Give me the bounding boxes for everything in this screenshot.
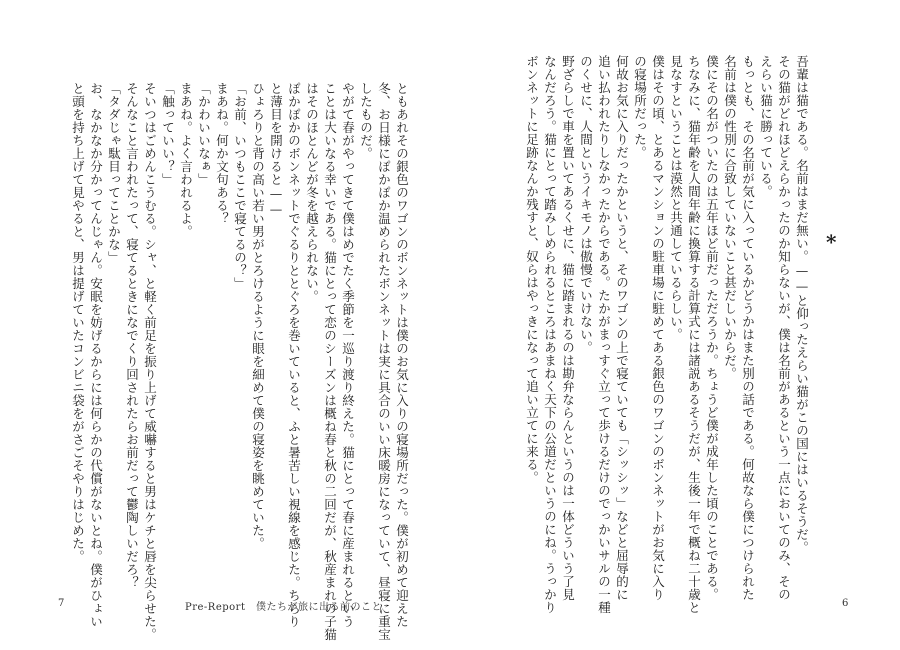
text-column: 冬、お日様にぽかぽか温められたボンネットは実に具合のいい床暖房になっていて、昼寝に重宝 <box>376 82 392 641</box>
text-column: まあね。何か文句ある？ <box>214 82 230 225</box>
text-column: そんなこと言われたって、寝てるときになでくり回されたらお前だって鬱陶しいだろ？ <box>124 82 140 589</box>
text-column: 野ざらしで車を置いてあるくせに、猫に踏まれるのは勘弁ならんというのは一体どういう了見 <box>560 55 576 601</box>
text-column: ともあれその銀色のワゴンのボンネットは僕のお気に入りの寝場所だった。僕が初めて迎えた <box>394 82 410 628</box>
text-column: もっとも、その名前が気に入っているかどうかはまた別の話である。何故なら僕につけられた <box>740 55 756 601</box>
text-column: 僕にその名がついたのは五年ほど前だっただろうか。ちょうど僕が成年した頃のことである。 <box>704 55 720 601</box>
text-column: ちなみに、猫年齢を人間年齢に換算する計算式には諸説あるそうだが、生後一年で概ね二十歳と <box>686 55 702 614</box>
text-column: ことは大いなる幸いである。猫にとって恋のシーズンは概ね春と秋の二回だが、秋産まれの子猫 <box>322 82 338 641</box>
text-column: 名前は僕の性別に合致していないこと甚だしいからだ。 <box>722 55 738 380</box>
text-column: の寝場所だった。 <box>632 55 648 159</box>
text-column: はそのほとんどが冬を越えられない。 <box>304 82 320 303</box>
text-column: と頭を持ち上げて見やると、男は提げていたコンビニ袋をがさごそやりはじめた。 <box>70 82 86 563</box>
text-column: その猫がどれほどえらかったのか知らないが、僕は名前があるという一点においてのみ、その <box>776 55 792 601</box>
text-column: のくせに、人間というイキモノは傲慢でいけない。 <box>578 55 594 354</box>
text-column: したものだ。 <box>358 82 374 160</box>
text-column: 見なすということは漠然と共通しているらしい。 <box>668 55 684 341</box>
text-column: 追い払われたりしなかったからである。たかがまっすぐ立って歩けるだけのでっかいサルの一種 <box>596 55 612 614</box>
text-column: 僕はその頃、とあるマンションの駐車場に駐めてある銀色のワゴンのボンネットがお気に入り <box>650 55 666 601</box>
text-column: まあね。よく言われるよ。 <box>178 82 194 238</box>
text-column: と薄目を開けると—— <box>268 82 284 217</box>
text-column: ひょろりと背の高い若い男がとろけるように眼を細めて僕の寝姿を眺めていた。 <box>250 82 266 550</box>
running-title: Pre-Report 僕たちが旅に出る前のこと <box>185 602 382 613</box>
text-column: 吾輩は猫である。名前はまだ無い。——と仰ったえらい猫がこの国にはいるそうだ。 <box>794 55 810 554</box>
text-column: お、なかなか分かってんじゃん。安眠を妨げるからには何らかの代償がないとね。僕がひょい <box>88 82 104 628</box>
text-column: やがて春がやってきて僕はめでたく季節を一巡り渡り終えた。猫にとって春に産まれるという <box>340 82 356 628</box>
text-column: 何故お気に入りだったかというと、そのワゴンの上で寝ていても「シッシッ」などと屈辱的に <box>614 55 630 601</box>
text-column: ぽかぽかのボンネットでぐるりととぐろを巻いていると、ふと暑苦しい視線を感じた。ちらり <box>286 82 302 628</box>
text-column: 「かわいいなぁ」 <box>196 82 212 186</box>
section-asterisk: * <box>826 230 837 254</box>
text-column: ボンネットに足跡なんか残すと、奴らはやっきになって追い立てに来る。 <box>524 55 540 484</box>
text-column: えらい猫に勝っている。 <box>758 55 774 198</box>
left-page-number: 7 <box>58 598 65 609</box>
right-page-number: 6 <box>842 598 849 609</box>
text-column: 「タダじゃ駄目ってことかな」 <box>106 82 122 264</box>
text-column: 「お前、いつもここで寝てるの？」 <box>232 82 248 290</box>
text-column: 「触っていい？」 <box>160 82 176 186</box>
text-column: そいつはごめんこうむる。シャ、と軽く前足を振り上げて威嚇すると男はケチと唇を尖らせた。 <box>142 82 158 641</box>
text-column: なんだろう。猫にとって踏みしめられるところはあまねく天下の公道だというのにね。うっかり <box>542 55 558 614</box>
